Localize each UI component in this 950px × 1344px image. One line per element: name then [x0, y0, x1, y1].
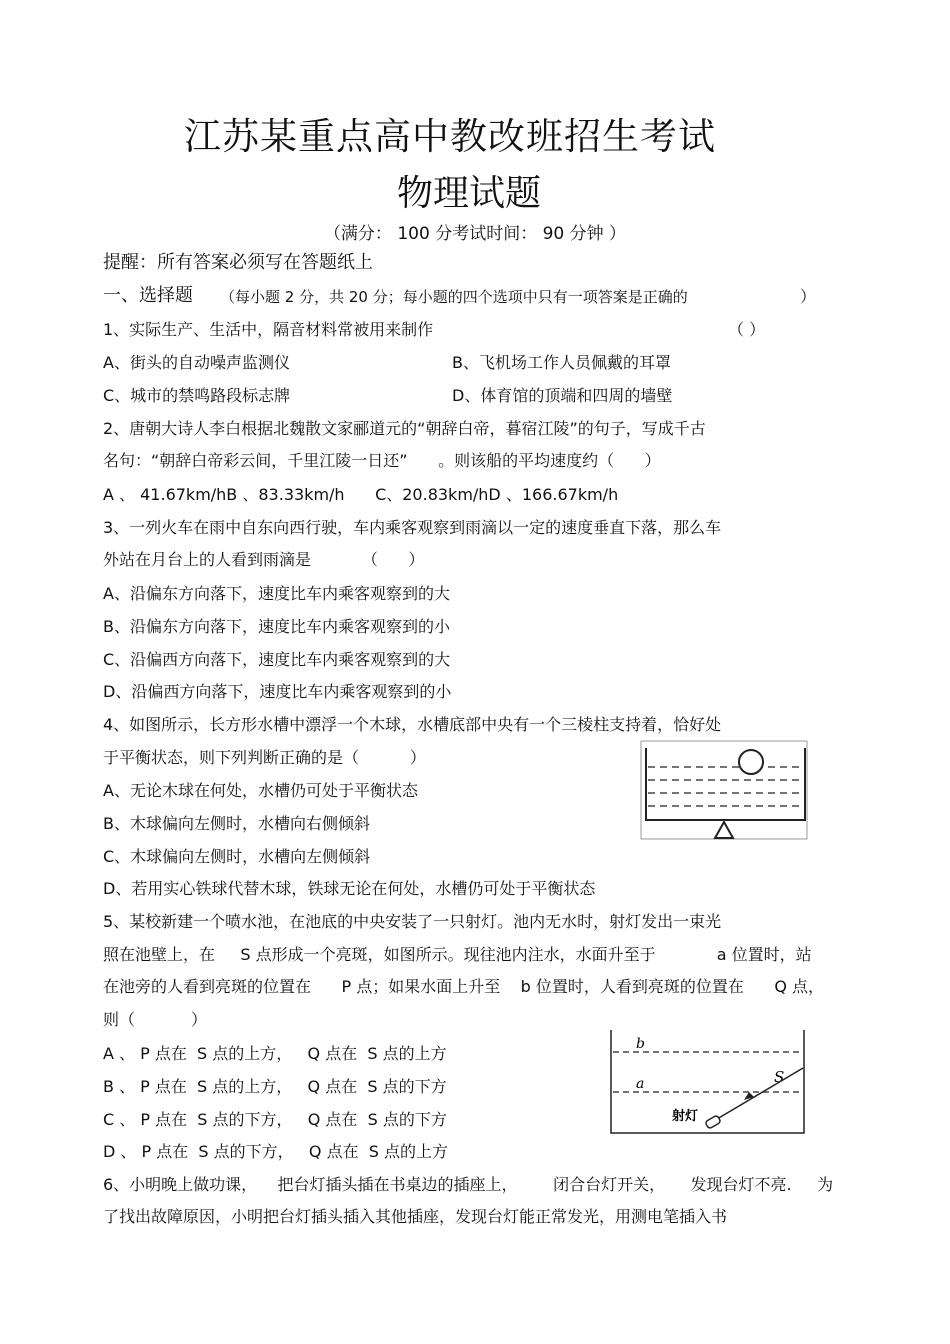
q4-stem-1: 4、如图所示，长方形水槽中漂浮一个木球，水槽底部中央有一个三棱柱支持着，恰好处 [103, 715, 722, 734]
q2-stem-1: 2、唐朝大诗人李白根据北魏散文家郦道元的“朝辞白帝，暮宿江陵”的句子，写成千古 [103, 419, 706, 438]
label-b: b [636, 1036, 645, 1052]
water-surface-lines [648, 767, 803, 806]
exam-subtitle: 物理试题 [396, 173, 541, 214]
section-heading: 一、选择题 [103, 285, 193, 306]
exam-meta: （满分： 100 分考试时间： 90 分钟 ） [323, 224, 627, 244]
q3-option-a: A、沿偏东方向落下，速度比车内乘客观察到的大 [103, 584, 450, 603]
q1-option-a: A、街头的自动噪声监测仪 [103, 353, 290, 372]
q1-option-d: D、体育馆的顶端和四周的墙壁 [452, 386, 673, 405]
q1-option-b: B、飞机场工作人员佩戴的耳罩 [452, 353, 671, 372]
q4-option-b: B、木球偏向左侧时，水槽向右侧倾斜 [103, 814, 370, 833]
q1-stem: 1、实际生产、生活中，隔音材料常被用来制作 [103, 320, 434, 339]
label-s: S [774, 1068, 785, 1086]
q5-stem-2: 照在池壁上，在 S 点形成一个亮斑，如图所示。现往池内注水，水面升至于 a 位置时，站 [103, 945, 812, 964]
q3-option-b: B、沿偏东方向落下，速度比车内乘客观察到的小 [103, 617, 450, 636]
q5-option-a: A 、 P 点在 S 点的上方， Q 点在 S 点的上方 [103, 1044, 447, 1063]
spotlight [705, 1115, 721, 1129]
q4-option-a: A、无论木球在何处，水槽仍可处于平衡状态 [103, 781, 418, 800]
q4-stem-2: 于平衡状态，则下列判断正确的是（ ） [103, 748, 426, 767]
reminder: 提醒：所有答案必须写在答题纸上 [103, 252, 373, 273]
q4-figure-water-tank [640, 740, 810, 842]
q2-stem-2: 名句：“朝辞白帝彩云间，千里江陵一日还” 。则该船的平均速度约（ ） [103, 451, 661, 470]
light-beam [712, 1068, 803, 1122]
q5-figure-fountain-pool [608, 1028, 808, 1138]
tank-walls [646, 748, 805, 820]
q1-paren: （ ） [728, 320, 766, 339]
q6-stem-1: 6、小明晚上做功课， 把台灯插头插在书桌边的插座上， 闭合台灯开关， 发现台灯不亮. 为 [103, 1175, 834, 1194]
q2-options: A 、 41.67km/hB 、83.33km/h C、20.83km/hD 、166.67km/h [103, 485, 619, 504]
q5-stem-4: 则（ ） [103, 1010, 207, 1029]
label-spotlight: 射灯 [672, 1109, 699, 1124]
q5-stem-3: 在池旁的人看到亮斑的位置在 P 点；如果水面上升至 b 位置时，人看到亮斑的位置在 Q 点， [103, 977, 825, 996]
floating-wooden-ball [739, 750, 763, 774]
section-note: （每小题 2 分，共 20 分；每小题的四个选项中只有一项答案是正确的 [220, 288, 688, 306]
q5-stem-1: 5、某校新建一个喷水池，在池底的中央安装了一只射灯。池内无水时，射灯发出一束光 [103, 912, 722, 931]
label-a: a [636, 1076, 645, 1092]
q3-stem-1: 3、一列火车在雨中自东向西行驶，车内乘客观察到雨滴以一定的速度垂直下落，那么车 [103, 518, 722, 537]
triangular-prism-support [715, 822, 733, 838]
q1-option-c: C、城市的禁鸣路段标志牌 [103, 386, 291, 405]
q3-option-d: D、沿偏西方向落下，速度比车内乘客观察到的小 [103, 682, 452, 701]
q5-option-d: D 、 P 点在 S 点的下方， Q 点在 S 点的上方 [103, 1142, 448, 1161]
section-note-paren: ） [800, 287, 817, 306]
q3-stem-2: 外站在月台上的人看到雨滴是 （ ） [103, 550, 425, 569]
q6-stem-2: 了找出故障原因，小明把台灯插头插入其他插座，发现台灯能正常发光，用测电笔插入书 [103, 1207, 728, 1226]
exam-title: 江苏某重点高中教改班招生考试 [184, 115, 716, 158]
q3-option-c: C、沿偏西方向落下，速度比车内乘客观察到的大 [103, 650, 451, 669]
q4-option-d: D、若用实心铁球代替木球，铁球无论在何处，水槽仍可处于平衡状态 [103, 879, 596, 898]
q5-option-c: C 、 P 点在 S 点的下方， Q 点在 S 点的下方 [103, 1110, 447, 1129]
q4-option-c: C、木球偏向左侧时，水槽向左侧倾斜 [103, 847, 371, 866]
q5-option-b: B 、 P 点在 S 点的上方， Q 点在 S 点的下方 [103, 1077, 447, 1096]
